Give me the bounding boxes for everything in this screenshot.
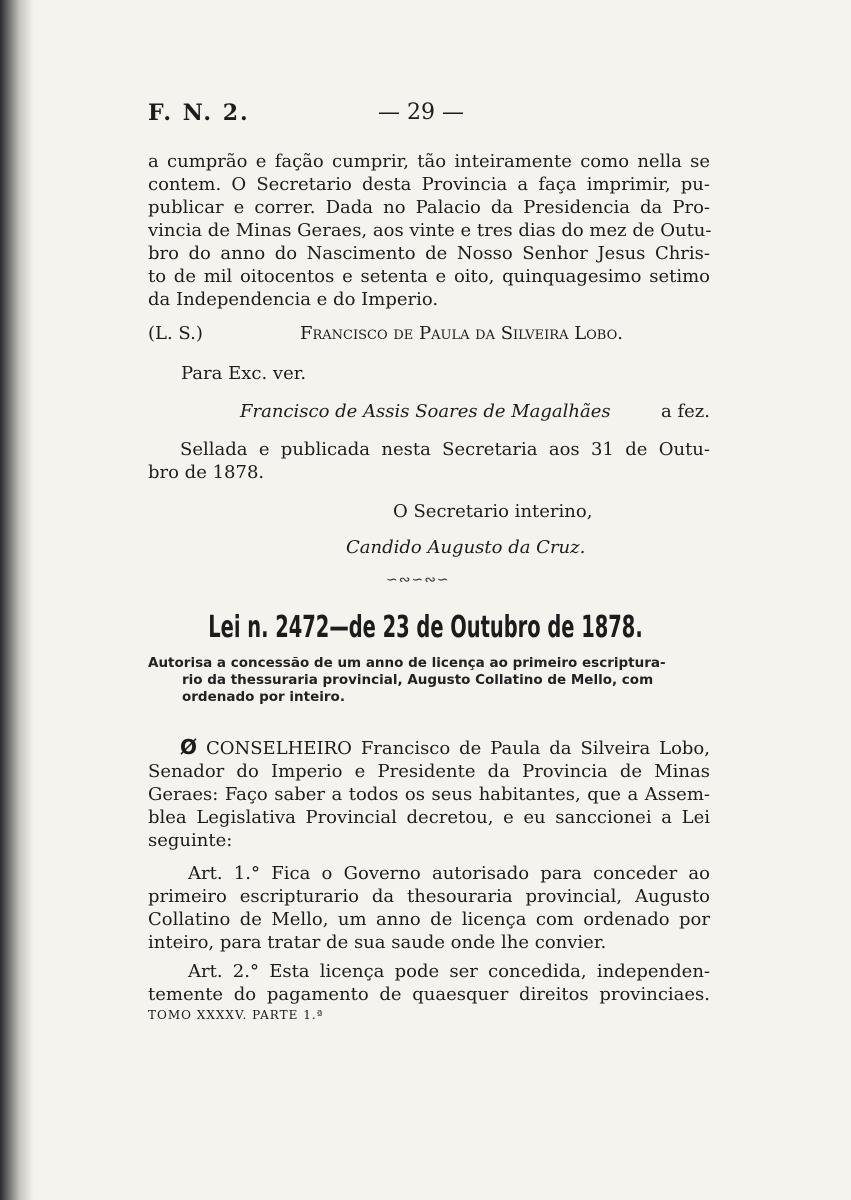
text-line: Geraes: Faço saber a todos os seus habitantes, que a Assem- [148, 784, 710, 805]
text-line: Sellada e publicada nesta Secretaria aos 31 de Outu- [180, 439, 710, 460]
text-line-content: CONSELHEIRO Francisco de Paula da Silveira Lobo, [205, 738, 710, 759]
text-line: inteiro, para tratar de sua saude onde lhe convier. [148, 932, 607, 953]
sealed-paragraph [148, 438, 710, 484]
text-line: contem. O Secretario desta Provincia a faça imprimir, pu- [148, 174, 710, 195]
seal-mark: (L. S.) [148, 323, 203, 344]
text-line: a cumprão e fação cumprir, tão inteiramente como nella se [148, 151, 710, 172]
preamble-paragraph [148, 736, 710, 852]
article-1 [148, 862, 710, 954]
governor-signature: Francisco de Paula da Silveira Lobo. [300, 323, 623, 344]
text-line: Autorisa a concessão de um anno de licença ao primeiro escriptura- [148, 655, 666, 671]
text-line: Art. 2.° Esta licença pode ser concedida, independen- [188, 961, 710, 982]
ornament-divider: ∽∾∽∾∽ [386, 572, 450, 588]
text-line: Art. 1.° Fica o Governo autorisado para conceder ao [188, 863, 710, 884]
paragraph-decree-end [148, 150, 710, 311]
text-line: blea Legislativa Provincial decretou, e eu sanccionei a Lei [148, 807, 710, 828]
text-line: temente do pagamento de quaesquer direitos provinciaes. [148, 984, 710, 1005]
text-line: Senador do Imperio e Presidente da Provincia de Minas [148, 761, 710, 782]
para-exc-ver: Para Exc. ver. [181, 363, 307, 384]
text-line: seguinte: [148, 830, 233, 851]
law-title: Lei n. 2472—de 23 de Outubro de 1878. [208, 610, 643, 645]
text-line: bro do anno do Nascimento de Nosso Senhor Jesus Chris- [148, 243, 710, 264]
text-line: bro de 1878. [148, 462, 265, 483]
clerk-name: Francisco de Assis Soares de Magalhães [240, 401, 611, 422]
made-by-line [240, 400, 710, 423]
text-line: Collatino de Mello, um anno de licença com ordenado por [148, 909, 710, 930]
text-line: ordenado por inteiro. [182, 689, 345, 705]
article-2 [148, 960, 710, 1006]
text-line: rio da thessuraria provincial, Augusto Collatino de Mello, com [182, 672, 654, 688]
secretary-name: Candido Augusto da Cruz. [346, 537, 586, 558]
volume-footer: TOMO XXXXV. PARTE 1.ª [148, 1008, 324, 1022]
law-summary [148, 655, 712, 706]
text-line: to de mil oitocentos e setenta e oito, quinquagesimo setimo [148, 266, 710, 287]
made-by-suffix: a fez. [661, 401, 710, 422]
secretary-title: O Secretario interino, [393, 501, 593, 522]
text-line [148, 736, 710, 760]
text-line: da Independencia e do Imperio. [148, 289, 439, 310]
seal-line [148, 322, 710, 345]
page-number: — 29 — [378, 100, 464, 125]
page-header [148, 100, 708, 134]
text-line: publicar e correr. Dada no Palacio da Presidencia da Pro- [148, 197, 710, 218]
text-line: primeiro escripturario da thesouraria provincial, Augusto [148, 886, 710, 907]
dropcap-glyph: Ø [180, 735, 198, 759]
header-series-mark: F. N. 2. [148, 100, 250, 126]
text-line: vincia de Minas Geraes, aos vinte e tres dias do mez de Outu- [148, 220, 712, 241]
